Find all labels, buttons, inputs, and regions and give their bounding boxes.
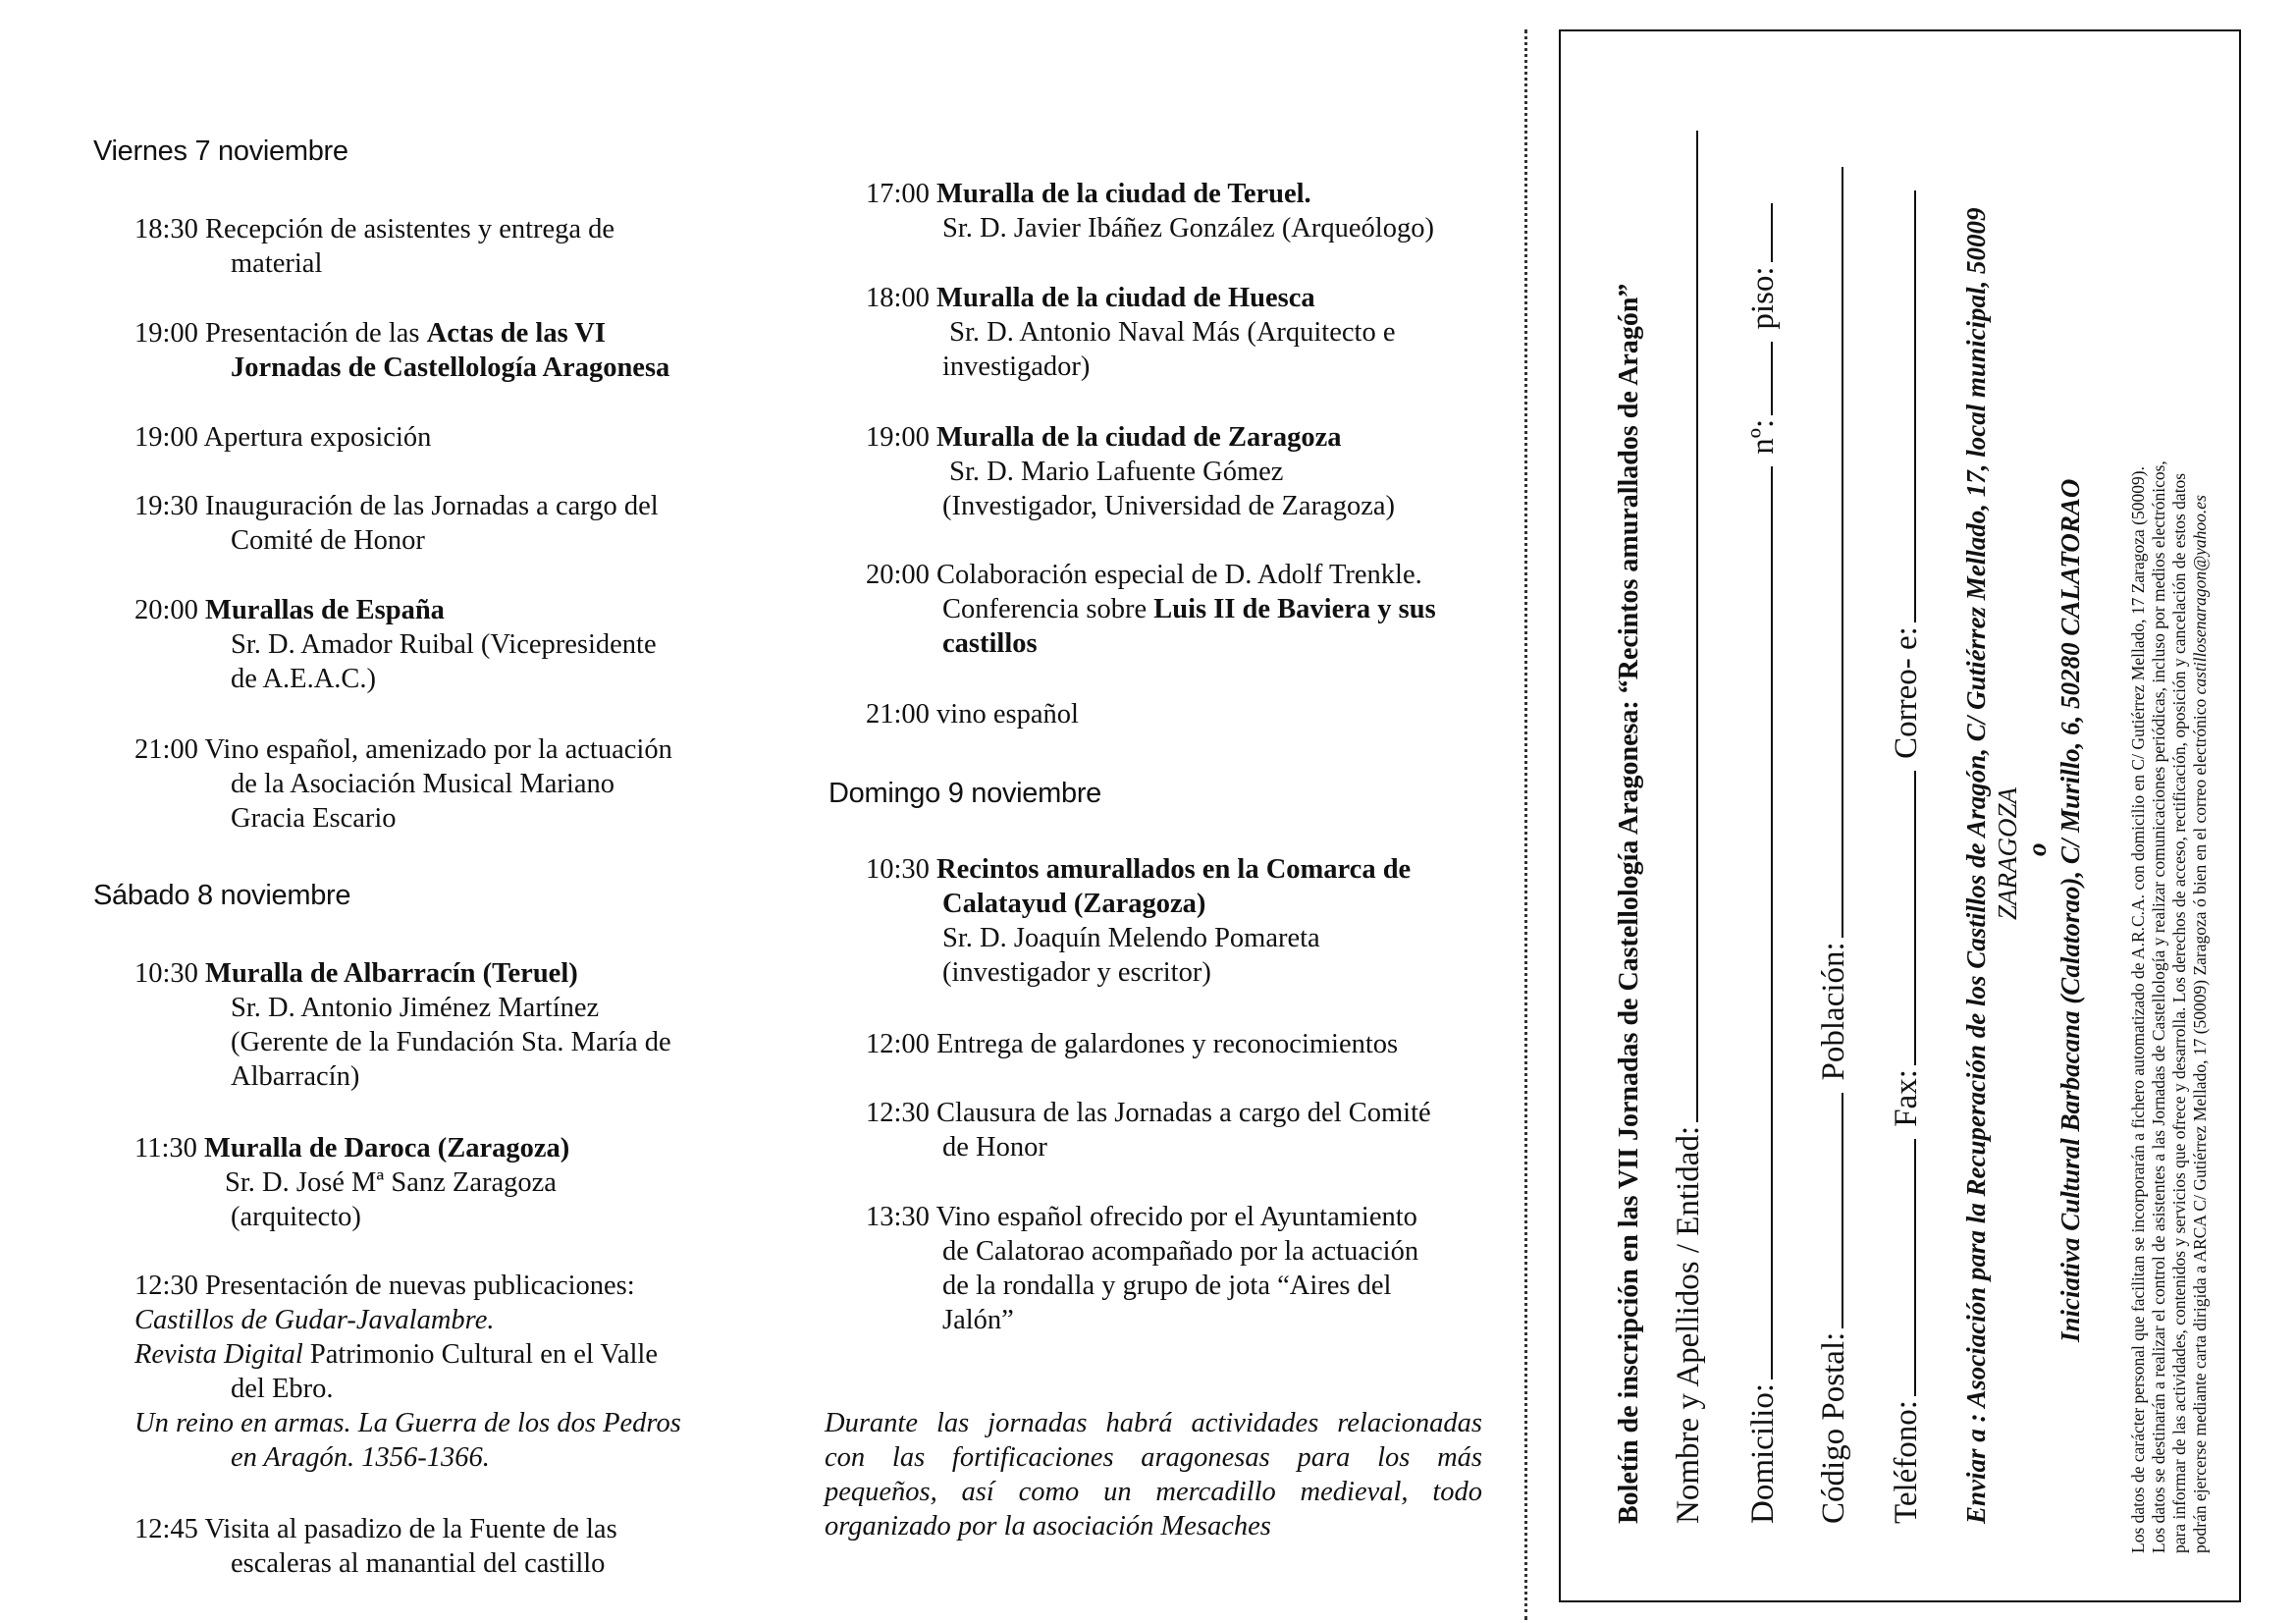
event-1800-huesca: 18:00 Muralla de la ciudad de Huesca Sr. D. Antonio Naval Más (Arquitecto e investigador) <box>866 283 1396 382</box>
day-heading-domingo: Domingo 9 noviembre <box>828 778 1101 809</box>
event-1245-visita: 12:45 Visita al pasadizo de la Fuente de las escaleras al manantial del castillo <box>134 1514 617 1579</box>
privacy-line-4: podrán ejercerse mediante carta dirigida a ARCA C/ Gutiérrez Mellado, 17 (50009) Zaragoza ó bien en el correo electrónico castillosenaragon@yahoo.es <box>2190 495 2210 1553</box>
address-input-line[interactable] <box>1745 466 1773 1380</box>
send-to-arca: Enviar a : Asociación para la Recuperación de los Castillos de Aragón, C/ Gutiérrez Mellado, 17, local municipal, 50009 <box>1961 207 1991 1524</box>
send-to-barbacana: Iniciativa Cultural Barbacana (Calatorao), C/ Murillo, 6, 50280 CALATORAO <box>2056 478 2085 1342</box>
event-1030-albarracin: 10:30 Muralla de Albarracín (Teruel) Sr. D. Antonio Jiménez Martínez (Gerente de la Fundación Sta. María de Albarracín) <box>134 958 671 1092</box>
day-heading-sabado: Sábado 8 noviembre <box>93 880 351 911</box>
send-to-city: ZARAGOZA <box>1993 787 2022 920</box>
event-2000-trenkle: 20:00 Colaboración especial de D. Adolf Trenkle. Conferencia sobre Luis II de Baviera y sus castillos <box>866 560 1436 659</box>
privacy-email-link[interactable]: castillosenaragon@yahoo.es <box>2190 495 2210 695</box>
event-1200-galardones: 12:00 Entrega de galardones y reconocimientos <box>866 1029 1399 1059</box>
privacy-line-2: Los datos se destinarán a realizar el control de asistentes a las Jornadas de Castellología y realizar comunicaciones periódicas, incluso por medios electrónicos, <box>2149 460 2168 1553</box>
name-field[interactable]: Nombre y Apellidos / Entidad: <box>1671 127 1707 1524</box>
event-2100-vino: 21:00 vino español <box>866 699 1079 730</box>
event-1900-actas: 19:00 Presentación de las Actas de las VI Jornadas de Castellología Aragonesa <box>134 318 670 383</box>
postal-town-field[interactable]: Código Postal: Población: <box>1816 163 1852 1524</box>
phone-fax-email-field[interactable]: Teléfono: Fax: Correo- e: <box>1889 187 1925 1524</box>
form-title: Boletín de inscripción en las VII Jornadas de Castellología Aragonesa: “Recintos amurallados de Aragón” <box>1614 283 1644 1524</box>
event-1230-clausura: 12:30 Clausura de las Jornadas a cargo del Comité de Honor <box>866 1098 1431 1163</box>
phone-input-line[interactable] <box>1889 1139 1916 1396</box>
email-input-line[interactable] <box>1889 190 1916 622</box>
event-2000: 20:00 Murallas de España Sr. D. Amador Ruibal (Vicepresidente de A.E.A.C.) <box>134 595 657 694</box>
address-field[interactable]: Domicilio: nº: piso: <box>1745 199 1782 1524</box>
floor-input-line[interactable] <box>1745 203 1773 262</box>
event-1900-zaragoza: 19:00 Muralla de la ciudad de Zaragoza Sr. D. Mario Lafuente Gómez (Investigador, Universidad de Zaragoza) <box>866 422 1395 521</box>
event-1330-vino: 13:30 Vino español ofrecido por el Ayuntamiento de Calatorao acompañado por la actuación de la rondalla y grupo de jota “Aires del Jalón” <box>866 1202 1419 1335</box>
event-2100: 21:00 Vino español, amenizado por la actuación de la Asociación Musical Mariano Gracia Escario <box>134 734 672 834</box>
event-1930: 19:30 Inauguración de las Jornadas a cargo del Comité de Honor <box>134 491 659 556</box>
number-input-line[interactable] <box>1745 342 1773 415</box>
number-label: nº: <box>1745 418 1781 455</box>
town-input-line[interactable] <box>1816 167 1843 938</box>
event-1130-daroca: 11:30 Muralla de Daroca (Zaragoza) Sr. D. José Mª Sanz Zaragoza (arquitecto) <box>134 1133 570 1232</box>
privacy-line-1: Los datos de carácter personal que facilitan se incorporarán a fichero automatizado de A.R.C.A. con domicilio en C/ Gutiérrez Mellado, 17 Zaragoza (50009). <box>2128 466 2148 1553</box>
event-1830: 18:30 Recepción de asistentes y entrega de material <box>134 214 615 279</box>
send-or: o <box>2022 842 2052 856</box>
event-1230-publicaciones: 12:30 Presentación de nuevas publicaciones: Castillos de Gudar-Javalambre. Revista Digital Patrimonio Cultural en el Valle del Ebro. Un reino en armas. La Guerra de los dos Pedros en Aragón. 1356-1366. <box>134 1271 681 1473</box>
event-1900-exposicion: 19:00 Apertura exposición <box>134 422 432 453</box>
registration-form <box>1559 29 2241 1602</box>
day-heading-viernes: Viernes 7 noviembre <box>93 135 348 167</box>
postal-input-line[interactable] <box>1816 1093 1843 1328</box>
cut-line-divider <box>1524 29 1527 1620</box>
name-input-line[interactable] <box>1671 131 1698 1122</box>
privacy-line-3: para informar de las actividades, contenidos y servicios que ofrece y desarrolla. Los derechos de acceso, rectificación, oposición y cancelación de estos datos <box>2169 472 2189 1553</box>
event-1030-calatayud: 10:30 Recintos amurallados en la Comarca de Calatayud (Zaragoza) Sr. D. Joaquín Melendo Pomareta (investigador y escritor) <box>866 854 1412 988</box>
registration-form-rotated-content <box>1590 61 2223 1583</box>
floor-label: piso: <box>1745 266 1781 330</box>
activities-note: Durante las jornadas habrá actividades relacionadas con las fortificaciones aragonesas para los más pequeños, así como un mercadillo medieval, todo organizado por la asociación Mesaches <box>825 1408 1482 1542</box>
fax-input-line[interactable] <box>1889 771 1916 1065</box>
event-1700-teruel: 17:00 Muralla de la ciudad de Teruel. Sr. D. Javier Ibáñez González (Arqueólogo) <box>866 179 1434 243</box>
